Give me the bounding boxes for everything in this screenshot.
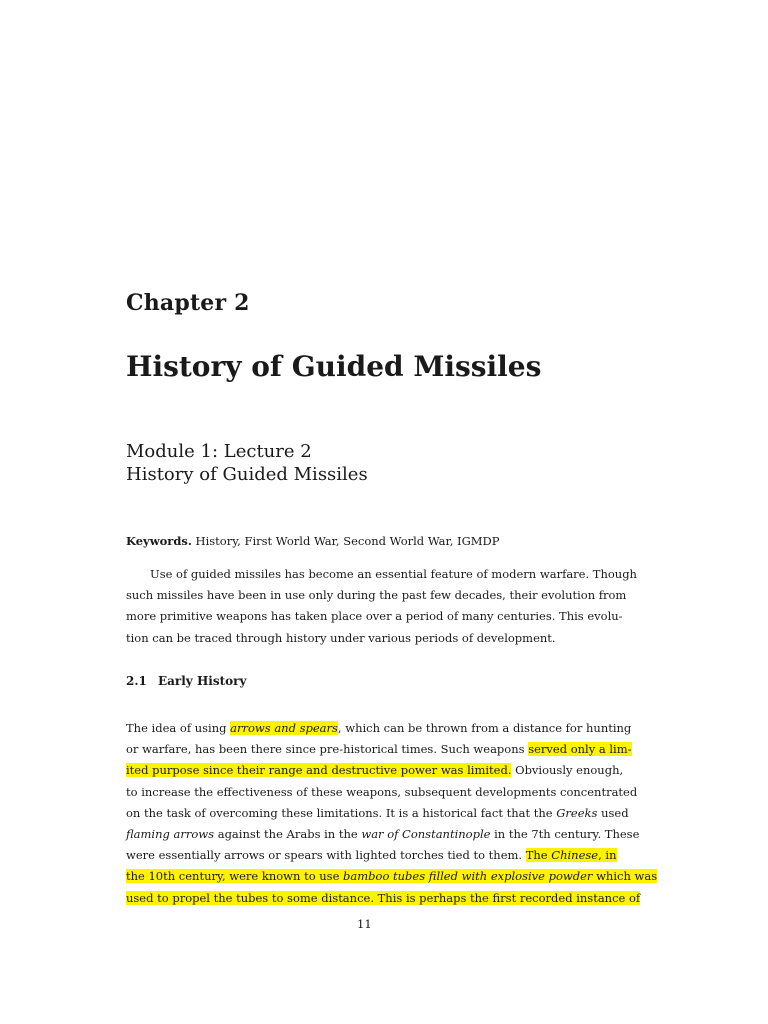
body-line: to increase the effectiveness of these weapons, subsequent developments concentrated <box>126 784 638 799</box>
keywords-text: History, First World War, Second World War, IGMDP <box>195 534 500 548</box>
module-line-2: History of Guided Missiles <box>126 464 368 485</box>
highlight: arrows and spears <box>230 721 338 735</box>
body-paragraph <box>126 718 658 909</box>
intro-line: such missiles have been in use only during the past few decades, their evolution from <box>126 588 627 603</box>
chapter-title: History of Guided Missiles <box>126 350 542 383</box>
body-line: were essentially arrows or spears with lighted torches tied to them. The Chinese, in <box>126 848 617 863</box>
section-heading <box>126 674 246 688</box>
section-number: 2.1 <box>126 674 147 688</box>
body-line: or warfare, has been there since pre-historical times. Such weapons served only a lim- <box>126 742 632 757</box>
module-line-1: Module 1: Lecture 2 <box>126 441 312 462</box>
chapter-label: Chapter 2 <box>126 290 250 316</box>
body-line: on the task of overcoming these limitations. It is a historical fact that the Greeks used <box>126 805 629 820</box>
intro-line: Use of guided missiles has become an essential feature of modern warfare. Though <box>150 567 637 581</box>
page-number: 11 <box>357 917 372 931</box>
highlight: The Chinese, in <box>525 848 617 863</box>
highlight: served only a lim- <box>528 742 632 757</box>
body-line: flaming arrows against the Arabs in the war of Constantinople in the 7th century. These <box>126 827 640 842</box>
highlight: the 10th century, were known to use bamboo tubes filled with explosive powder which was <box>126 869 658 884</box>
keywords-label: Keywords. <box>126 534 192 548</box>
body-line <box>126 866 658 887</box>
module-heading <box>126 440 368 486</box>
intro-line: tion can be traced through history under various periods of development. <box>126 630 556 645</box>
highlight: used to propel the tubes to some distance. This is perhaps the first recorded instance of <box>126 890 641 905</box>
intro-paragraph <box>126 564 637 649</box>
keywords <box>126 533 500 549</box>
intro-line: more primitive weapons has taken place over a period of many centuries. This evolu- <box>126 609 623 624</box>
section-title: Early History <box>158 674 247 688</box>
highlight: ited purpose since their range and destructive power was limited. <box>126 763 512 778</box>
body-line <box>126 888 641 909</box>
body-line: The idea of using arrows and spears, which can be thrown from a distance for hunting <box>126 721 632 735</box>
body-line: ited purpose since their range and destructive power was limited. Obviously enough, <box>126 763 624 778</box>
